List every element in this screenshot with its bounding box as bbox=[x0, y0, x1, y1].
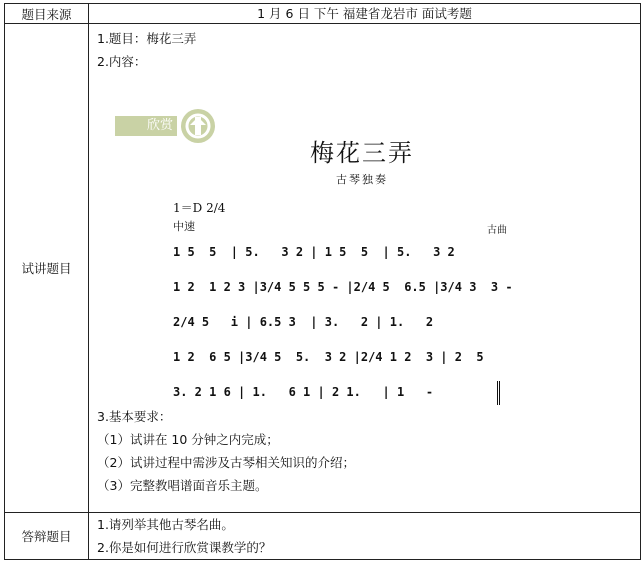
exam-table bbox=[4, 3, 641, 560]
score-row-text: 3. 2 1 6 | 1. 6 1 | 2 1. | 1 - bbox=[173, 385, 434, 399]
piece-subtitle: 古琴独奏 bbox=[336, 173, 388, 186]
composer-label: 古曲 bbox=[487, 225, 507, 236]
content-line: 2.内容： bbox=[97, 54, 147, 69]
lecture-row bbox=[5, 24, 641, 513]
requirement-item: （3）完整教唱谱面音乐主题。 bbox=[97, 478, 268, 493]
requirement-item: （2）试讲过程中需涉及古琴相关知识的介绍； bbox=[97, 455, 355, 470]
lecture-label: 试讲题目 bbox=[5, 24, 89, 513]
final-barline bbox=[497, 381, 500, 405]
requirements-title: 3.基本要求： bbox=[97, 409, 172, 424]
source-value: 1 月 6 日 下午 福建省龙岩市 面试考题 bbox=[89, 4, 641, 24]
piece-title: 梅花三弄 bbox=[310, 139, 414, 167]
header-row bbox=[5, 4, 641, 24]
score-row-3 bbox=[173, 311, 513, 335]
key-signature: 1＝D 2/4 bbox=[173, 201, 226, 215]
lecture-content bbox=[89, 24, 641, 513]
badge-label: 欣赏 bbox=[115, 116, 177, 136]
topic-line: 1.题目：梅花三弄 bbox=[97, 31, 197, 46]
source-label: 题目来源 bbox=[5, 4, 89, 24]
music-score bbox=[97, 73, 627, 405]
score-row-text: 2/4 5 i | 6.5 3 | 3. 2 | 1. 2 bbox=[173, 315, 434, 329]
score-row-text: 1 2 6 5 |3/4 5 5. 3 2 |2/4 1 2 3 | 2 5 bbox=[173, 350, 484, 364]
defense-label: 答辩题目 bbox=[5, 513, 89, 560]
question-item: 1.请列举其他古琴名曲。 bbox=[97, 517, 234, 532]
score-row-5 bbox=[173, 381, 513, 405]
tempo-marking: 中速 bbox=[173, 220, 195, 233]
score-row-1 bbox=[173, 241, 513, 265]
score-row-text: 1 5 5 | 5. 3 2 | 1 5 5 | 5. 3 2 bbox=[173, 245, 455, 259]
defense-row bbox=[5, 513, 641, 560]
score-row-text: 1 2 1 2 3 |3/4 5 5 5 - |2/4 5 6.5 |3/4 3 3 - bbox=[173, 280, 513, 294]
defense-content bbox=[89, 513, 641, 560]
question-item: 2.你是如何进行欣赏课教学的？ bbox=[97, 540, 272, 555]
score-row-2 bbox=[173, 276, 513, 300]
requirement-item: （1）试讲在 10 分钟之内完成； bbox=[97, 432, 279, 447]
score-row-4 bbox=[173, 346, 513, 370]
